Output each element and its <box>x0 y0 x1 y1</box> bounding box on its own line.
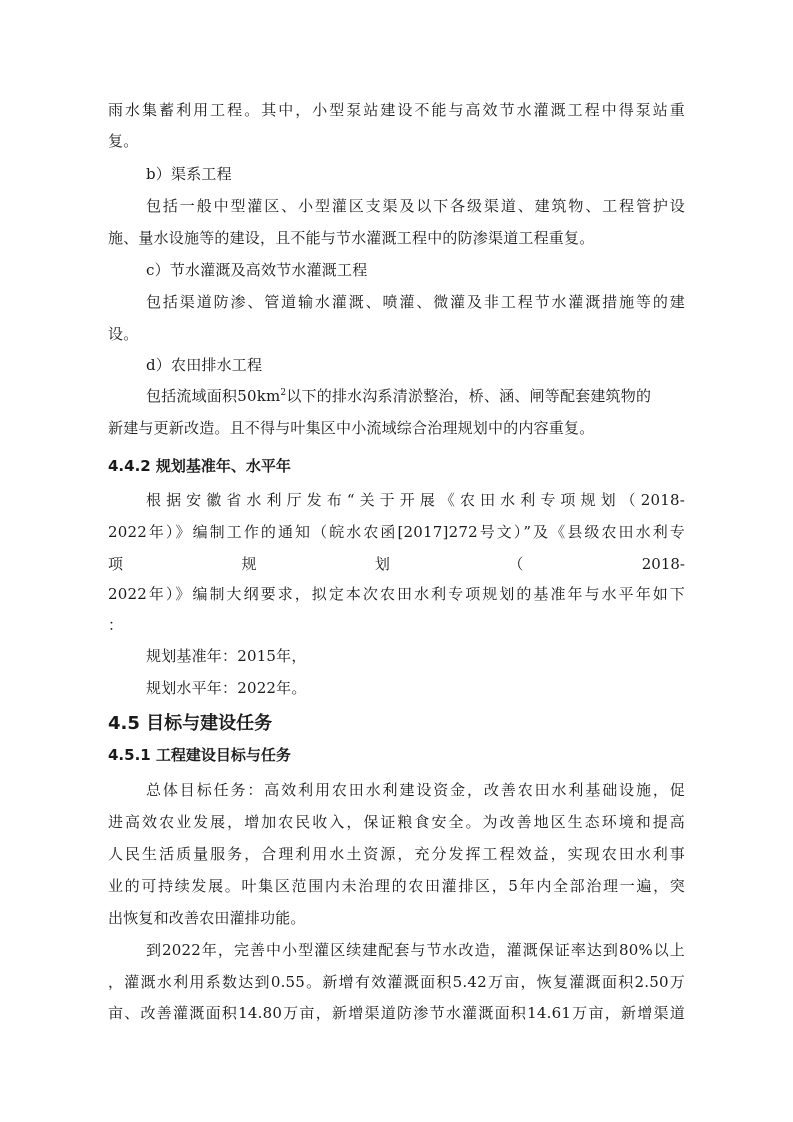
section-heading-4-4-2: 4.4.2 规划基准年、水平年 <box>108 457 291 475</box>
section-heading-4-5-1: 4.5.1 工程建设目标与任务 <box>108 746 291 764</box>
paragraph-line: 根据安徽省水利厅发布“关于开展《农田水利专项规划（2018- <box>146 491 685 509</box>
paragraph-line: 包括一般中型灌区、小型灌区支渠及以下各级渠道、建筑物、工程管护设 <box>146 197 685 215</box>
paragraph-line: 进高效农业发展，增加农民收入，保证粮食安全。为改善地区生态环境和提高 <box>108 813 685 831</box>
paragraph-line: 2022年）》编制工作的通知（皖水农函[2017]272号文）”及《县级农田水利专 <box>108 523 685 541</box>
paragraph-line: ，灌溉水利用系数达到0.55。新增有效灌溉面积5.42万亩，恢复灌溉面积2.50万 <box>108 973 685 991</box>
paragraph-line: 业的可持续发展。叶集区范围内未治理的农田灌排区，5年内全部治理一遍，突 <box>108 877 685 895</box>
paragraph-line: 设。 <box>108 325 139 343</box>
paragraph-line: 到2022年，完善中小型灌区续建配套与节水改造，灌溉保证率达到80%以上 <box>146 941 685 959</box>
paragraph-line: 总体目标任务：高效利用农田水利建设资金，改善农田水利基础设施，促 <box>146 781 685 799</box>
text-segment: 2018- <box>641 555 685 573</box>
level-year-line: 规划水平年：2022年。 <box>146 679 307 697</box>
text-segment: 划 <box>374 555 390 573</box>
paragraph-line: 包括渠道防渗、管道输水灌溉、喷灌、微灌及非工程节水灌溉措施等的建 <box>146 293 685 311</box>
subsection-title-d: d）农田排水工程 <box>146 356 263 374</box>
text-segment: 以下的排水沟系清淤整治，桥、涵、闸等配套建筑物的 <box>286 387 652 405</box>
text-segment: 项 <box>108 555 124 573</box>
paragraph-line <box>146 386 651 406</box>
paragraph-line: 2022年）》编制大纲要求，拟定本次农田水利专项规划的基准年与水平年如下 <box>108 585 685 603</box>
paragraph-line: 人民生活质量服务，合理利用水土资源，充分发挥工程效益，实现农田水利事 <box>108 845 685 863</box>
section-heading-4-5: 4.5 目标与建设任务 <box>108 713 273 734</box>
text-segment: 包括流域面积50km <box>146 387 281 405</box>
base-year-line: 规划基准年：2015年， <box>146 647 307 665</box>
paragraph-line: 雨水集蓄利用工程。其中，小型泵站建设不能与高效节水灌溉工程中得泵站重 <box>108 101 685 119</box>
subsection-title-b: b）渠系工程 <box>146 165 232 183</box>
paragraph-line: ： <box>108 616 124 634</box>
text-segment: 规 <box>241 555 257 573</box>
superscript: 2 <box>280 388 287 398</box>
paragraph-line: 施、量水设施等的建设，且不能与节水灌溉工程中的防渗渠道工程重复。 <box>108 229 595 247</box>
paragraph-line: 出恢复和改善农田灌排功能。 <box>108 909 306 927</box>
text-segment: （ <box>508 555 524 573</box>
paragraph-line: 复。 <box>108 132 139 150</box>
subsection-title-c: c）节水灌溉及高效节水灌溉工程 <box>146 261 368 279</box>
paragraph-line: 亩、改善灌溉面积14.80万亩，新增渠道防渗节水灌溉面积14.61万亩，新增渠道 <box>108 1004 685 1022</box>
paragraph-line-spread <box>108 554 685 574</box>
paragraph-line: 新建与更新改造。且不得与叶集区中小流域综合治理规划中的内容重复。 <box>108 419 595 437</box>
